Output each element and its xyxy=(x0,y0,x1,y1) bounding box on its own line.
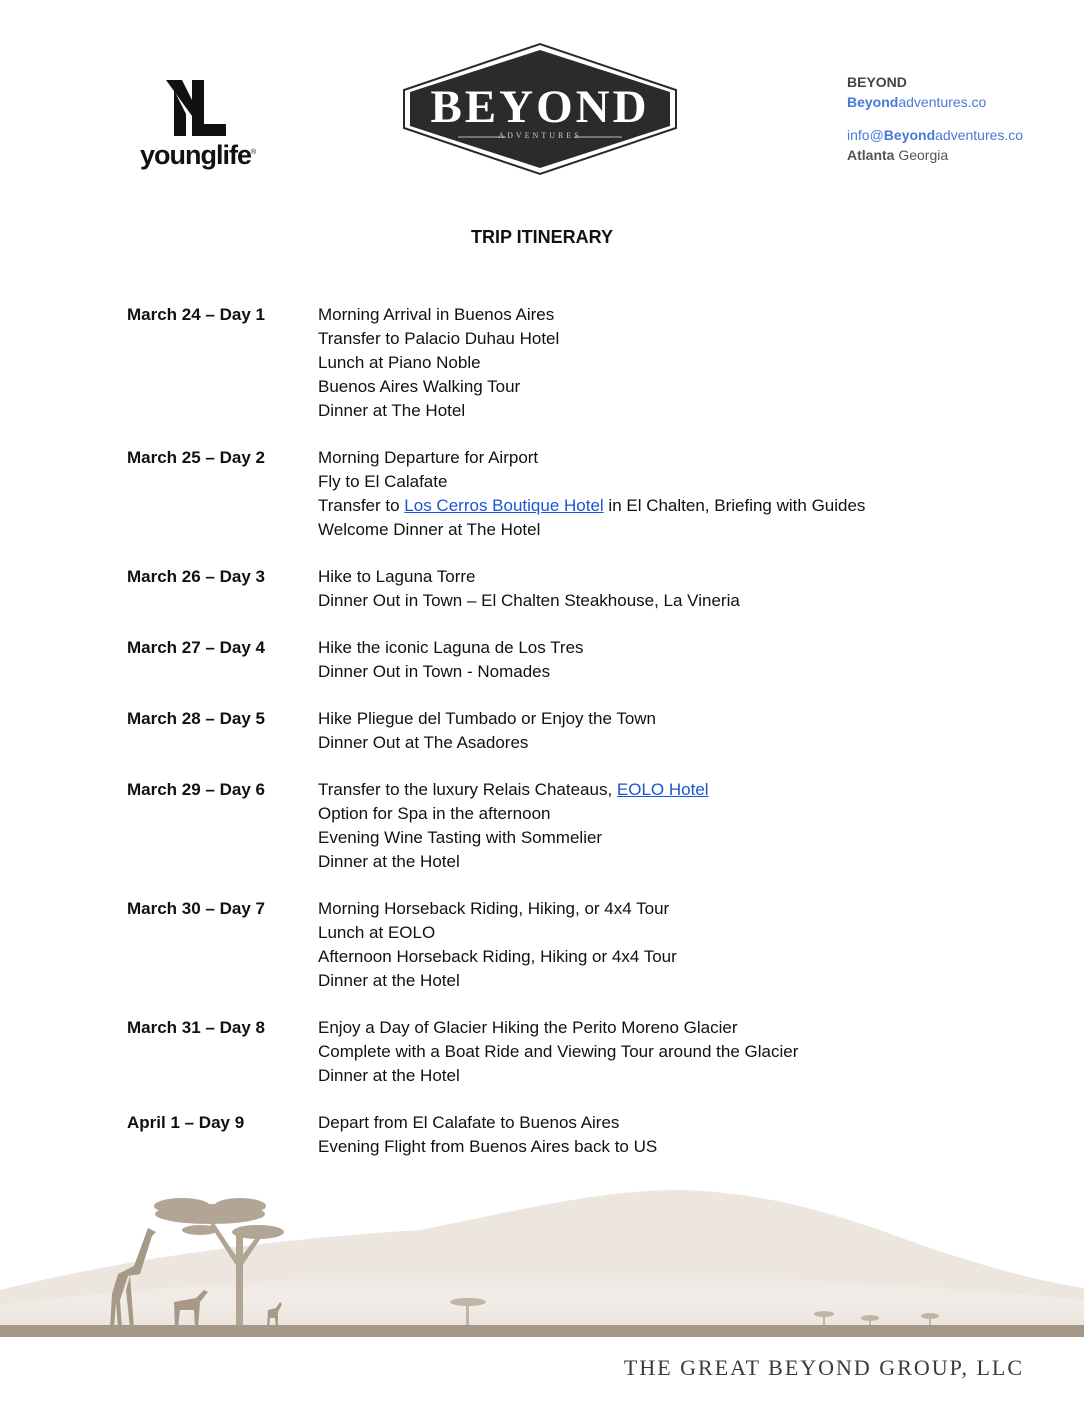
activity-item: Hike Pliegue del Tumbado or Enjoy the Town xyxy=(318,709,656,728)
activity-item: Depart from El Calafate to Buenos Aires xyxy=(318,1113,620,1132)
beyond-logo-title: BEYOND xyxy=(430,81,650,133)
contact-website[interactable]: Beyondadventures.co xyxy=(847,94,987,110)
activity-item: Evening Wine Tasting with Sommelier xyxy=(318,828,603,847)
activity-item: Dinner Out in Town – El Chalten Steakhouse, La Vineria xyxy=(318,591,740,610)
day-entry xyxy=(127,303,987,423)
activity-item: Option for Spa in the afternoon xyxy=(318,804,551,823)
activity-item: Transfer to Los Cerros Boutique Hotel in El Chalten, Briefing with Guides xyxy=(318,496,866,515)
beyond-adventures-logo xyxy=(402,42,678,176)
day-label: March 31 – Day 8 xyxy=(127,1018,265,1037)
day-entry xyxy=(127,636,987,684)
footer-band xyxy=(0,1325,1084,1337)
day-entry xyxy=(127,897,987,993)
younglife-logo xyxy=(140,80,266,175)
day-activities xyxy=(318,446,865,542)
eolo-hotel-link[interactable]: EOLO Hotel xyxy=(616,780,709,799)
day-entry xyxy=(127,778,987,874)
beyond-logo-subtitle: ADVENTURES xyxy=(498,131,582,140)
day-label: March 28 – Day 5 xyxy=(127,709,265,728)
activity-item: Lunch at EOLO xyxy=(318,923,436,942)
day-entry xyxy=(127,1016,987,1088)
day-entry xyxy=(127,1111,987,1159)
activity-item: Dinner at the Hotel xyxy=(318,971,460,990)
contact-email[interactable]: info@Beyondadventures.co xyxy=(847,127,1024,143)
contact-name: BEYOND xyxy=(847,74,907,90)
company-name: THE GREAT BEYOND GROUP, LLC xyxy=(623,1355,1024,1380)
younglife-wordmark: younglife® xyxy=(140,140,257,170)
activity-item: Morning Departure for Airport xyxy=(318,448,539,467)
activity-item: Dinner Out in Town - Nomades xyxy=(318,662,551,681)
day-activities xyxy=(318,778,709,874)
day-activities xyxy=(318,897,677,993)
activity-item: Dinner Out at The Asadores xyxy=(318,733,529,752)
day-activities xyxy=(318,565,740,613)
contact-location: Atlanta Georgia xyxy=(847,147,949,163)
activity-item: Complete with a Boat Ride and Viewing Tour around the Glacier xyxy=(318,1042,799,1061)
activity-item: Buenos Aires Walking Tour xyxy=(318,377,521,396)
activity-item: Dinner at The Hotel xyxy=(318,401,466,420)
day-activities xyxy=(318,1111,657,1159)
activity-item: Hike the iconic Laguna de Los Tres xyxy=(318,638,584,657)
younglife-logo-icon xyxy=(166,80,236,138)
contact-block xyxy=(847,72,1023,165)
day-activities xyxy=(318,636,584,684)
day-label: March 27 – Day 4 xyxy=(127,638,265,657)
itinerary-list xyxy=(127,303,987,1182)
activity-item: Transfer to the luxury Relais Chateaus, EOLO Hotel xyxy=(318,780,709,799)
day-label: March 29 – Day 6 xyxy=(127,780,265,799)
day-label: March 24 – Day 1 xyxy=(127,305,265,324)
day-entry xyxy=(127,565,987,613)
activity-item: Transfer to Palacio Duhau Hotel xyxy=(318,329,560,348)
activity-item: Dinner at the Hotel xyxy=(318,852,460,871)
activity-item: Enjoy a Day of Glacier Hiking the Perito Moreno Glacier xyxy=(318,1018,738,1037)
activity-item: Afternoon Horseback Riding, Hiking or 4x4 Tour xyxy=(318,947,677,966)
activity-item: Dinner at the Hotel xyxy=(318,1066,460,1085)
day-activities xyxy=(318,707,656,755)
day-label: March 25 – Day 2 xyxy=(127,448,265,467)
los-cerros-hotel-link[interactable]: Los Cerros Boutique Hotel xyxy=(404,496,604,515)
savanna-landscape-illustration xyxy=(0,1170,1084,1340)
day-label: March 26 – Day 3 xyxy=(127,567,265,586)
page-title: TRIP ITINERARY xyxy=(470,227,613,247)
day-label: April 1 – Day 9 xyxy=(127,1113,245,1132)
activity-item: Evening Flight from Buenos Aires back to US xyxy=(318,1137,658,1156)
day-entry xyxy=(127,707,987,755)
day-activities xyxy=(318,303,559,423)
activity-item: Lunch at Piano Noble xyxy=(318,353,481,372)
activity-item: Fly to El Calafate xyxy=(318,472,448,491)
day-activities xyxy=(318,1016,798,1088)
activity-item: Morning Arrival in Buenos Aires xyxy=(318,305,555,324)
activity-item: Welcome Dinner at The Hotel xyxy=(318,520,541,539)
day-label: March 30 – Day 7 xyxy=(127,899,265,918)
day-entry xyxy=(127,446,987,542)
activity-item: Hike to Laguna Torre xyxy=(318,567,476,586)
activity-item: Morning Horseback Riding, Hiking, or 4x4 Tour xyxy=(318,899,670,918)
